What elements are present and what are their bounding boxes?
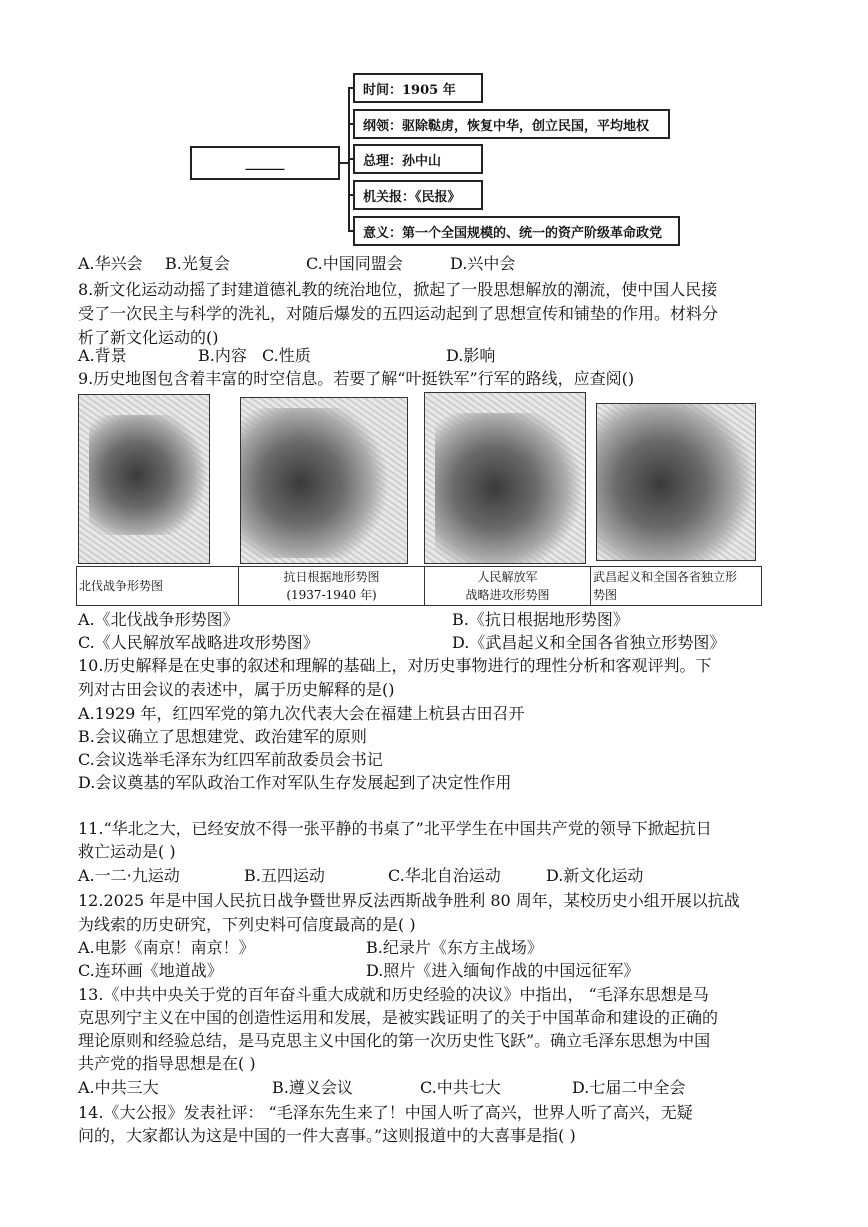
map-image-wuchang-uprising	[596, 403, 756, 561]
q13-option-d: D.七届二中全会	[572, 1078, 686, 1097]
q12-option-a: A.电影《南京！南京！》	[78, 938, 255, 957]
diagram-item-program: 纲领：驱除鞑虏，恢复中华，创立民国，平均地权	[353, 109, 670, 139]
q11-stem-line: 11.“华北之大，已经安放不得一张平静的书桌了”北平学生在中国共产党的领导下掀起抗日	[78, 819, 712, 838]
q10-option-b: B.会议确立了思想建党、政治建军的原则	[78, 727, 367, 746]
q13-stem-line: 理论原则和经验总结，是马克思主义中国化的第一次历史性飞跃”。确立毛泽东思想为中国	[78, 1031, 711, 1050]
q10-option-a: A.1929 年，红四军党的第九次代表大会在福建上杭县古田召开	[78, 704, 525, 723]
map-caption-row	[76, 566, 762, 606]
q9-option-c: C.《人民解放军战略进攻形势图》	[78, 633, 319, 652]
map-image-northern-expedition	[78, 394, 210, 564]
q8-option-a: A.背景	[78, 346, 127, 365]
q12-stem-line: 为线索的历史研究，下列史料可信度最高的是( )	[78, 915, 416, 934]
diagram-blank-box	[190, 146, 340, 180]
q10-stem-line: 10.历史解释是在史事的叙述和理解的基础上，对历史事物进行的理性分析和客观评判。下	[78, 656, 712, 675]
q12-option-c: C.连环画《地道战》	[78, 961, 223, 980]
q7-option-d: D.兴中会	[450, 254, 516, 273]
q13-option-a: A.中共三大	[78, 1078, 159, 1097]
q12-option-b: B.纪录片《东方主战场》	[366, 938, 543, 957]
q11-option-a: A.一二·九运动	[78, 866, 180, 885]
q10-option-d: D.会议奠基的军队政治工作对军队生存发展起到了决定性作用	[78, 773, 512, 792]
q9-option-d: D.《武昌起义和全国各省独立形势图》	[452, 633, 726, 652]
q9-option-b: B.《抗日根据地形势图》	[452, 610, 629, 629]
q11-stem-line: 救亡运动是( )	[78, 842, 176, 861]
diagram-item-leader: 总理：孙中山	[353, 144, 483, 174]
diagram-item-significance: 意义：第一个全国规模的、统一的资产阶级革命政党	[353, 216, 680, 246]
q14-stem-line: 14.《大公报》发表社评： “毛泽东先生来了！中国人听了高兴，世界人听了高兴，无疑	[78, 1103, 693, 1122]
q9-option-a: A.《北伐战争形势图》	[78, 610, 239, 629]
map-image-pla-offensive	[424, 392, 586, 564]
q8-option-d: D.影响	[446, 346, 496, 365]
q14-stem-line: 问的，大家都认为这是中国的一件大喜事。”这则报道中的大喜事是指( )	[78, 1126, 576, 1145]
q8-option-c: C.性质	[262, 346, 311, 365]
q11-option-b: B.五四运动	[244, 866, 325, 885]
map-image-anti-japanese-bases	[240, 397, 408, 564]
q13-stem-line: 克思列宁主义在中国的创造性运用和发展，是被实践证明了的关于中国革命和建设的正确的	[78, 1008, 719, 1027]
diagram-item-time: 时间：1905 年	[353, 73, 483, 103]
q13-stem-line: 共产党的指导思想是在( )	[78, 1054, 256, 1073]
map-caption-3: 人民解放军 战略进攻形势图	[425, 567, 591, 605]
q13-stem-line: 13.《中共中央关于党的百年奋斗重大成就和历史经验的决议》中指出， “毛泽东思想是马	[78, 985, 709, 1004]
q12-stem-line: 12.2025 年是中国人民抗日战争暨世界反法西斯战争胜利 80 周年，某校历史小组开展以抗战	[78, 891, 740, 910]
map-caption-4: 武昌起义和全国各省独立形 势图	[593, 570, 738, 602]
q9-stem: 9.历史地图包含着丰富的时空信息。若要了解“叶挺铁军”行军的路线，应查阅()	[78, 369, 635, 388]
q12-option-d: D.照片《进入缅甸作战的中国远征军》	[366, 961, 640, 980]
q10-option-c: C.会议选举毛泽东为红四军前敌委员会书记	[78, 750, 383, 769]
q7-option-a: A.华兴会	[78, 254, 143, 273]
q13-option-c: C.中共七大	[420, 1078, 501, 1097]
q10-stem-line: 列对古田会议的表述中，属于历史解释的是()	[78, 680, 395, 699]
q8-stem-line: 受了一次民主与科学的洗礼，对随后爆发的五四运动起到了思想宣传和铺垫的作用。材料分	[78, 304, 719, 323]
q7-option-c: C.中国同盟会	[306, 254, 403, 273]
q7-option-b: B.光复会	[165, 254, 230, 273]
diagram-item-newspaper: 机关报：《民报》	[353, 180, 483, 210]
q8-stem-line: 析了新文化运动的()	[78, 328, 219, 347]
q8-option-b: B.内容	[198, 346, 247, 365]
q8-stem-line: 8.新文化运动动摇了封建道德礼教的统治地位，掀起了一股思想解放的潮流，使中国人民接	[78, 280, 718, 299]
q13-option-b: B.遵义会议	[272, 1078, 353, 1097]
diagram-blank: ______	[245, 155, 285, 171]
map-caption-1: 北伐战争形势图	[77, 567, 239, 605]
map-caption-2: 抗日根据地形势图 (1937-1940 年)	[239, 567, 425, 605]
q11-option-d: D.新文化运动	[546, 866, 644, 885]
q11-option-c: C.华北自治运动	[388, 866, 501, 885]
